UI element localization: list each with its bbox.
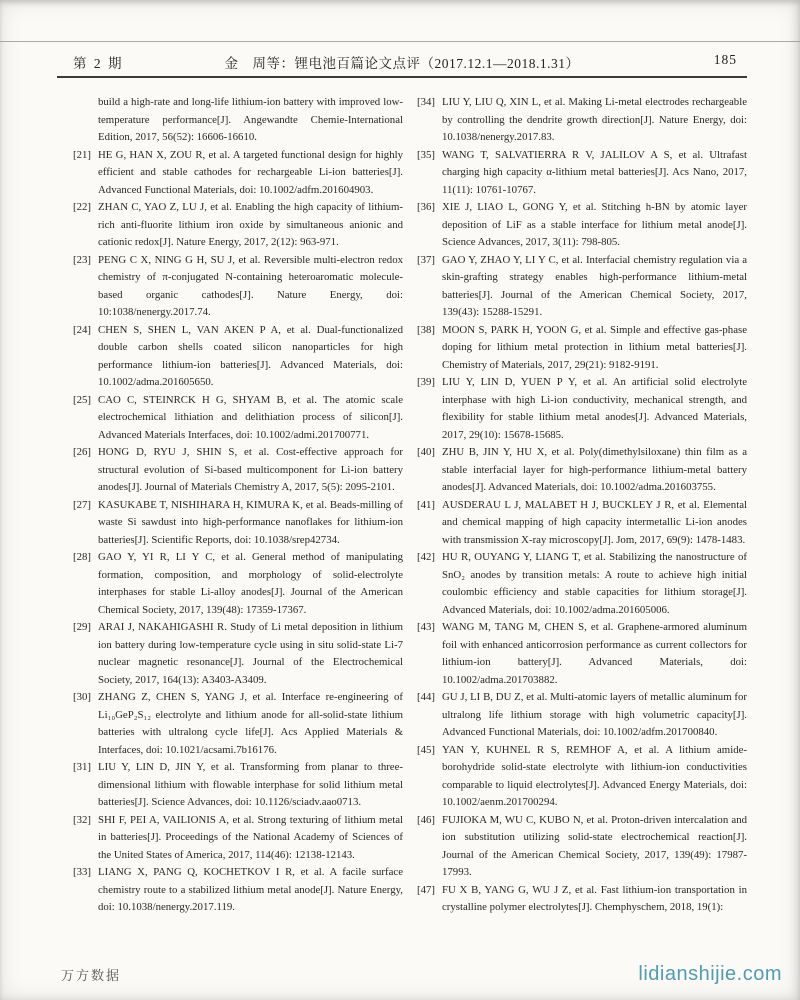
reference-item	[73, 864, 403, 917]
reference-item	[73, 497, 403, 550]
reference-item	[417, 252, 747, 322]
reference-text: ZHANG Z, CHEN S, YANG J, et al. Interface re-engineering of Li₁₀GeP₂S₁₂ electrolyte and lithium anode for all-solid-state lithium batteries with ultralong cycle life[J]. Acs Applied Materials & Interfaces, doi: 10.1021/acsami.7b16176.	[98, 691, 403, 756]
reference-number: [33]	[73, 866, 91, 878]
reference-item	[73, 392, 403, 445]
reference-item	[73, 619, 403, 689]
reference-columns	[73, 94, 747, 917]
reference-text: PENG C X, NING G H, SU J, et al. Reversible multi-electron redox chemistry of π-conjugated N-containing heteroaromatic molecule-based organic cathodes[J]. Nature Energy, doi: 10:1038/nenergy.2017.74.	[98, 253, 403, 318]
reference-number: [44]	[417, 691, 435, 703]
reference-text: LIU Y, LIN D, YUEN P Y, et al. An artificial solid electrolyte interphase with high Li-ion conductivity, mechanical strength, and flexibility for stable lithium metal anodes[J]. Advanced Materials, 2017, 29(10): 15678-15685.	[442, 376, 747, 441]
reference-text: WANG M, TANG M, CHEN S, et al. Graphene-armored aluminum foil with enhanced anticorrosion performance as current collectors for lithium-ion battery[J]. Advanced Materials, doi: 10.1002/adma.201703882.	[442, 621, 747, 686]
reference-number: [22]	[73, 201, 91, 213]
reference-number: [41]	[417, 498, 435, 511]
reference-number: [47]	[417, 883, 435, 896]
reference-text: KASUKABE T, NISHIHARA H, KIMURA K, et al. Beads-milling of waste Si sawdust into high-performance nanoflakes for lithium-ion batteries[J]. Scientific Reports, doi: 10.1038/srep42734.	[98, 498, 403, 546]
reference-text: YAN Y, KUHNEL R S, REMHOF A, et al. A lithium amide-borohydride solid-state electrolyte with lithium-ion conductivities comparable to liquid electrolytes[J]. Advanced Energy Materials, doi: 10.1002/aenm.201700294.	[442, 743, 747, 808]
reference-text: GAO Y, YI R, LI Y C, et al. General method of manipulating formation, composition, and morphology of solid-electrolyte interphases for stable Li-alloy anodes[J]. Journal of the American Chemical Society, 2017, 139(48): 17359-17367.	[98, 551, 403, 616]
reference-text: CAO C, STEINRCK H G, SHYAM B, et al. The atomic scale electrochemical lithiation and delithiation process of silicon[J]. Advanced Materials Interfaces, doi: 10.1002/admi.201700771.	[98, 393, 403, 441]
reference-item	[417, 619, 747, 689]
reference-item	[417, 549, 747, 619]
reference-item	[417, 147, 747, 200]
reference-item	[73, 322, 403, 392]
reference-number: [36]	[417, 201, 435, 213]
reference-item	[417, 199, 747, 252]
reference-number: [34]	[417, 96, 435, 108]
issue-label: 第 2 期	[73, 56, 124, 71]
reference-item	[417, 742, 747, 812]
reference-item	[73, 147, 403, 200]
reference-item	[73, 199, 403, 252]
reference-item	[417, 812, 747, 882]
reference-column-right	[417, 94, 747, 917]
reference-item	[73, 549, 403, 619]
reference-text: XIE J, LIAO L, GONG Y, et al. Stitching h-BN by atomic layer deposition of LiF as a stable interface for lithium metal anode[J]. Science Advances, 2017, 3(11): 798-805.	[442, 201, 747, 248]
reference-number: [37]	[417, 253, 435, 266]
reference-text: ZHAN C, YAO Z, LU J, et al. Enabling the high capacity of lithium-rich anti-fluorite lithium iron oxide by simultaneous anionic and cationic redox[J]. Nature Energy, 2017, 2(12): 963-971.	[98, 201, 403, 248]
reference-item	[417, 444, 747, 497]
reference-number: [30]	[73, 691, 91, 703]
reference-text: GAO Y, ZHAO Y, LI Y C, et al. Interfacial chemistry regulation via a skin-grafting strategy enables high-performance lithium-metal batteries[J]. Journal of the American Chemical Society, 2017, 139(43): 15288-15291.	[442, 253, 747, 318]
reference-item	[417, 94, 747, 147]
website-watermark: lidianshijie.com	[638, 963, 782, 985]
reference-number: [23]	[73, 253, 91, 266]
reference-text: HU R, OUYANG Y, LIANG T, et al. Stabilizing the nanostructure of SnO₂ anodes by transition metals: A route to achieve high initial coulombic efficiency and stable capacities for lithium storage[J]. Advanced Materials, doi: 10.1002/adma.201605006.	[442, 551, 747, 616]
reference-number: [26]	[73, 446, 91, 458]
reference-item	[73, 252, 403, 322]
reference-number: [45]	[417, 743, 435, 756]
reference-number: [28]	[73, 551, 91, 563]
reference-number: [39]	[417, 376, 435, 388]
reference-number: [42]	[417, 551, 435, 563]
reference-text: HE G, HAN X, ZOU R, et al. A targeted functional design for highly efficient and stable cathodes for rechargeable Li-ion batteries[J]. Advanced Functional Materials, doi: 10.1002/adfm.201604903.	[98, 148, 403, 196]
reference-text: WANG T, SALVATIERRA R V, JALILOV A S, et al. Ultrafast charging high capacity α-lithium metal batteries[J]. Acs Nano, 2017, 11(11): 10761-10767.	[442, 148, 747, 196]
running-title: 金 周等：锂电池百篇论文点评（2017.12.1—2018.1.31）	[224, 56, 580, 71]
reference-item	[417, 322, 747, 375]
reference-text: FU X B, YANG G, WU J Z, et al. Fast lithium-ion transportation in crystalline polymer electrolytes[J]. Chemphyschem, 2018, 19(1):	[442, 883, 747, 913]
reference-text: LIANG X, PANG Q, KOCHETKOV I R, et al. A facile surface chemistry route to a stabilized lithium metal anode[J]. Nature Energy, doi: 10.1038/nenergy.2017.119.	[98, 866, 403, 913]
reference-text: LIU Y, LIU Q, XIN L, et al. Making Li-metal electrodes rechargeable by controlling the dendrite growth direction[J]. Nature Energy, doi: 10.1038/nenergy.2017.83.	[442, 96, 747, 143]
reference-text: ARAI J, NAKAHIGASHI R. Study of Li metal deposition in lithium ion battery during low-temperature cycle using in situ solid-state Li-7 nuclear magnetic resonance[J]. Journal of the Electrochemical Society, 2017, 164(13): A3403-A3409.	[98, 621, 403, 686]
reference-text: GU J, LI B, DU Z, et al. Multi-atomic layers of metallic aluminum for ultralong life lithium storage with high volumetric capacity[J]. Advanced Functional Materials, doi: 10.1002/adfm.201700840.	[442, 691, 747, 738]
reference-number: [25]	[73, 393, 91, 406]
reference-number: [21]	[73, 148, 91, 161]
reference-number: [35]	[417, 148, 435, 161]
reference-number: [29]	[73, 621, 91, 633]
reference-item	[417, 689, 747, 742]
reference-text: LIU Y, LIN D, JIN Y, et al. Transforming from planar to three-dimensional lithium with flowable interphase for solid lithium metal batteries[J]. Science Advances, doi: 10.1126/sciadv.aao0713.	[98, 761, 403, 808]
reference-number: [38]	[417, 323, 435, 336]
reference-number: [40]	[417, 446, 435, 458]
reference-number: [46]	[417, 813, 435, 826]
reference-text: AUSDERAU L J, MALABET H J, BUCKLEY J R, et al. Elemental and chemical mapping of high capacity intermetallic Li-ion anodes with transmission X-ray microscopy[J]. Jom, 2017, 69(9): 1478-1483.	[442, 498, 747, 546]
reference-text: ZHU B, JIN Y, HU X, et al. Poly(dimethylsiloxane) thin film as a stable interfacial layer for high-performance lithium-metal battery anodes[J]. Advanced Materials, doi: 10.1002/adma.201603755.	[442, 446, 747, 493]
reference-item	[417, 374, 747, 444]
wanfang-watermark: 万方数据	[61, 968, 122, 983]
reference-number: [32]	[73, 813, 91, 826]
reference-text: FUJIOKA M, WU C, KUBO N, et al. Proton-driven intercalation and ion substitution utilizing solid-state electrochemical reaction[J]. Journal of the American Chemical Society, 2017, 139(49): 17987-17993.	[442, 813, 747, 878]
header-rule	[57, 76, 747, 78]
reference-item	[73, 759, 403, 812]
reference-number: [27]	[73, 498, 91, 511]
reference-text: HONG D, RYU J, SHIN S, et al. Cost-effective approach for structural evolution of Si-based multicomponent for Li-ion battery anodes[J]. Journal of Materials Chemistry A, 2017, 5(5): 2095-2101.	[98, 446, 403, 493]
reference-number: [43]	[417, 621, 435, 633]
reference-item	[73, 689, 403, 759]
reference-continuation: build a high-rate and long-life lithium-ion battery with improved low-temperature performance[J]. Angewandte Chemie-International Edition, 2017, 56(52): 16606-16610.	[98, 96, 403, 143]
reference-column-left	[73, 94, 403, 917]
reference-text: SHI F, PEI A, VAILIONIS A, et al. Strong texturing of lithium metal in batteries[J]. Proceedings of the National Academy of Sciences of the United States of America, 2017, 114(46): 12138-12143.	[98, 813, 403, 861]
page-number: 185	[713, 52, 737, 67]
reference-text: MOON S, PARK H, YOON G, et al. Simple and effective gas-phase doping for lithium metal protection in lithium metal batteries[J]. Chemistry of Materials, 2017, 29(21): 9182-9191.	[442, 323, 747, 371]
scan-edge-line	[0, 41, 800, 42]
reference-item	[73, 812, 403, 865]
reference-number: [24]	[73, 323, 91, 336]
page-header	[57, 50, 747, 72]
reference-item	[73, 444, 403, 497]
reference-number: [31]	[73, 761, 91, 773]
reference-item	[417, 497, 747, 550]
reference-text: CHEN S, SHEN L, VAN AKEN P A, et al. Dual-functionalized double carbon shells coated silicon nanoparticles for high performance lithium-ion batteries[J]. Advanced Materials, doi: 10.1002/adma.201605650.	[98, 323, 403, 388]
reference-item	[417, 882, 747, 917]
